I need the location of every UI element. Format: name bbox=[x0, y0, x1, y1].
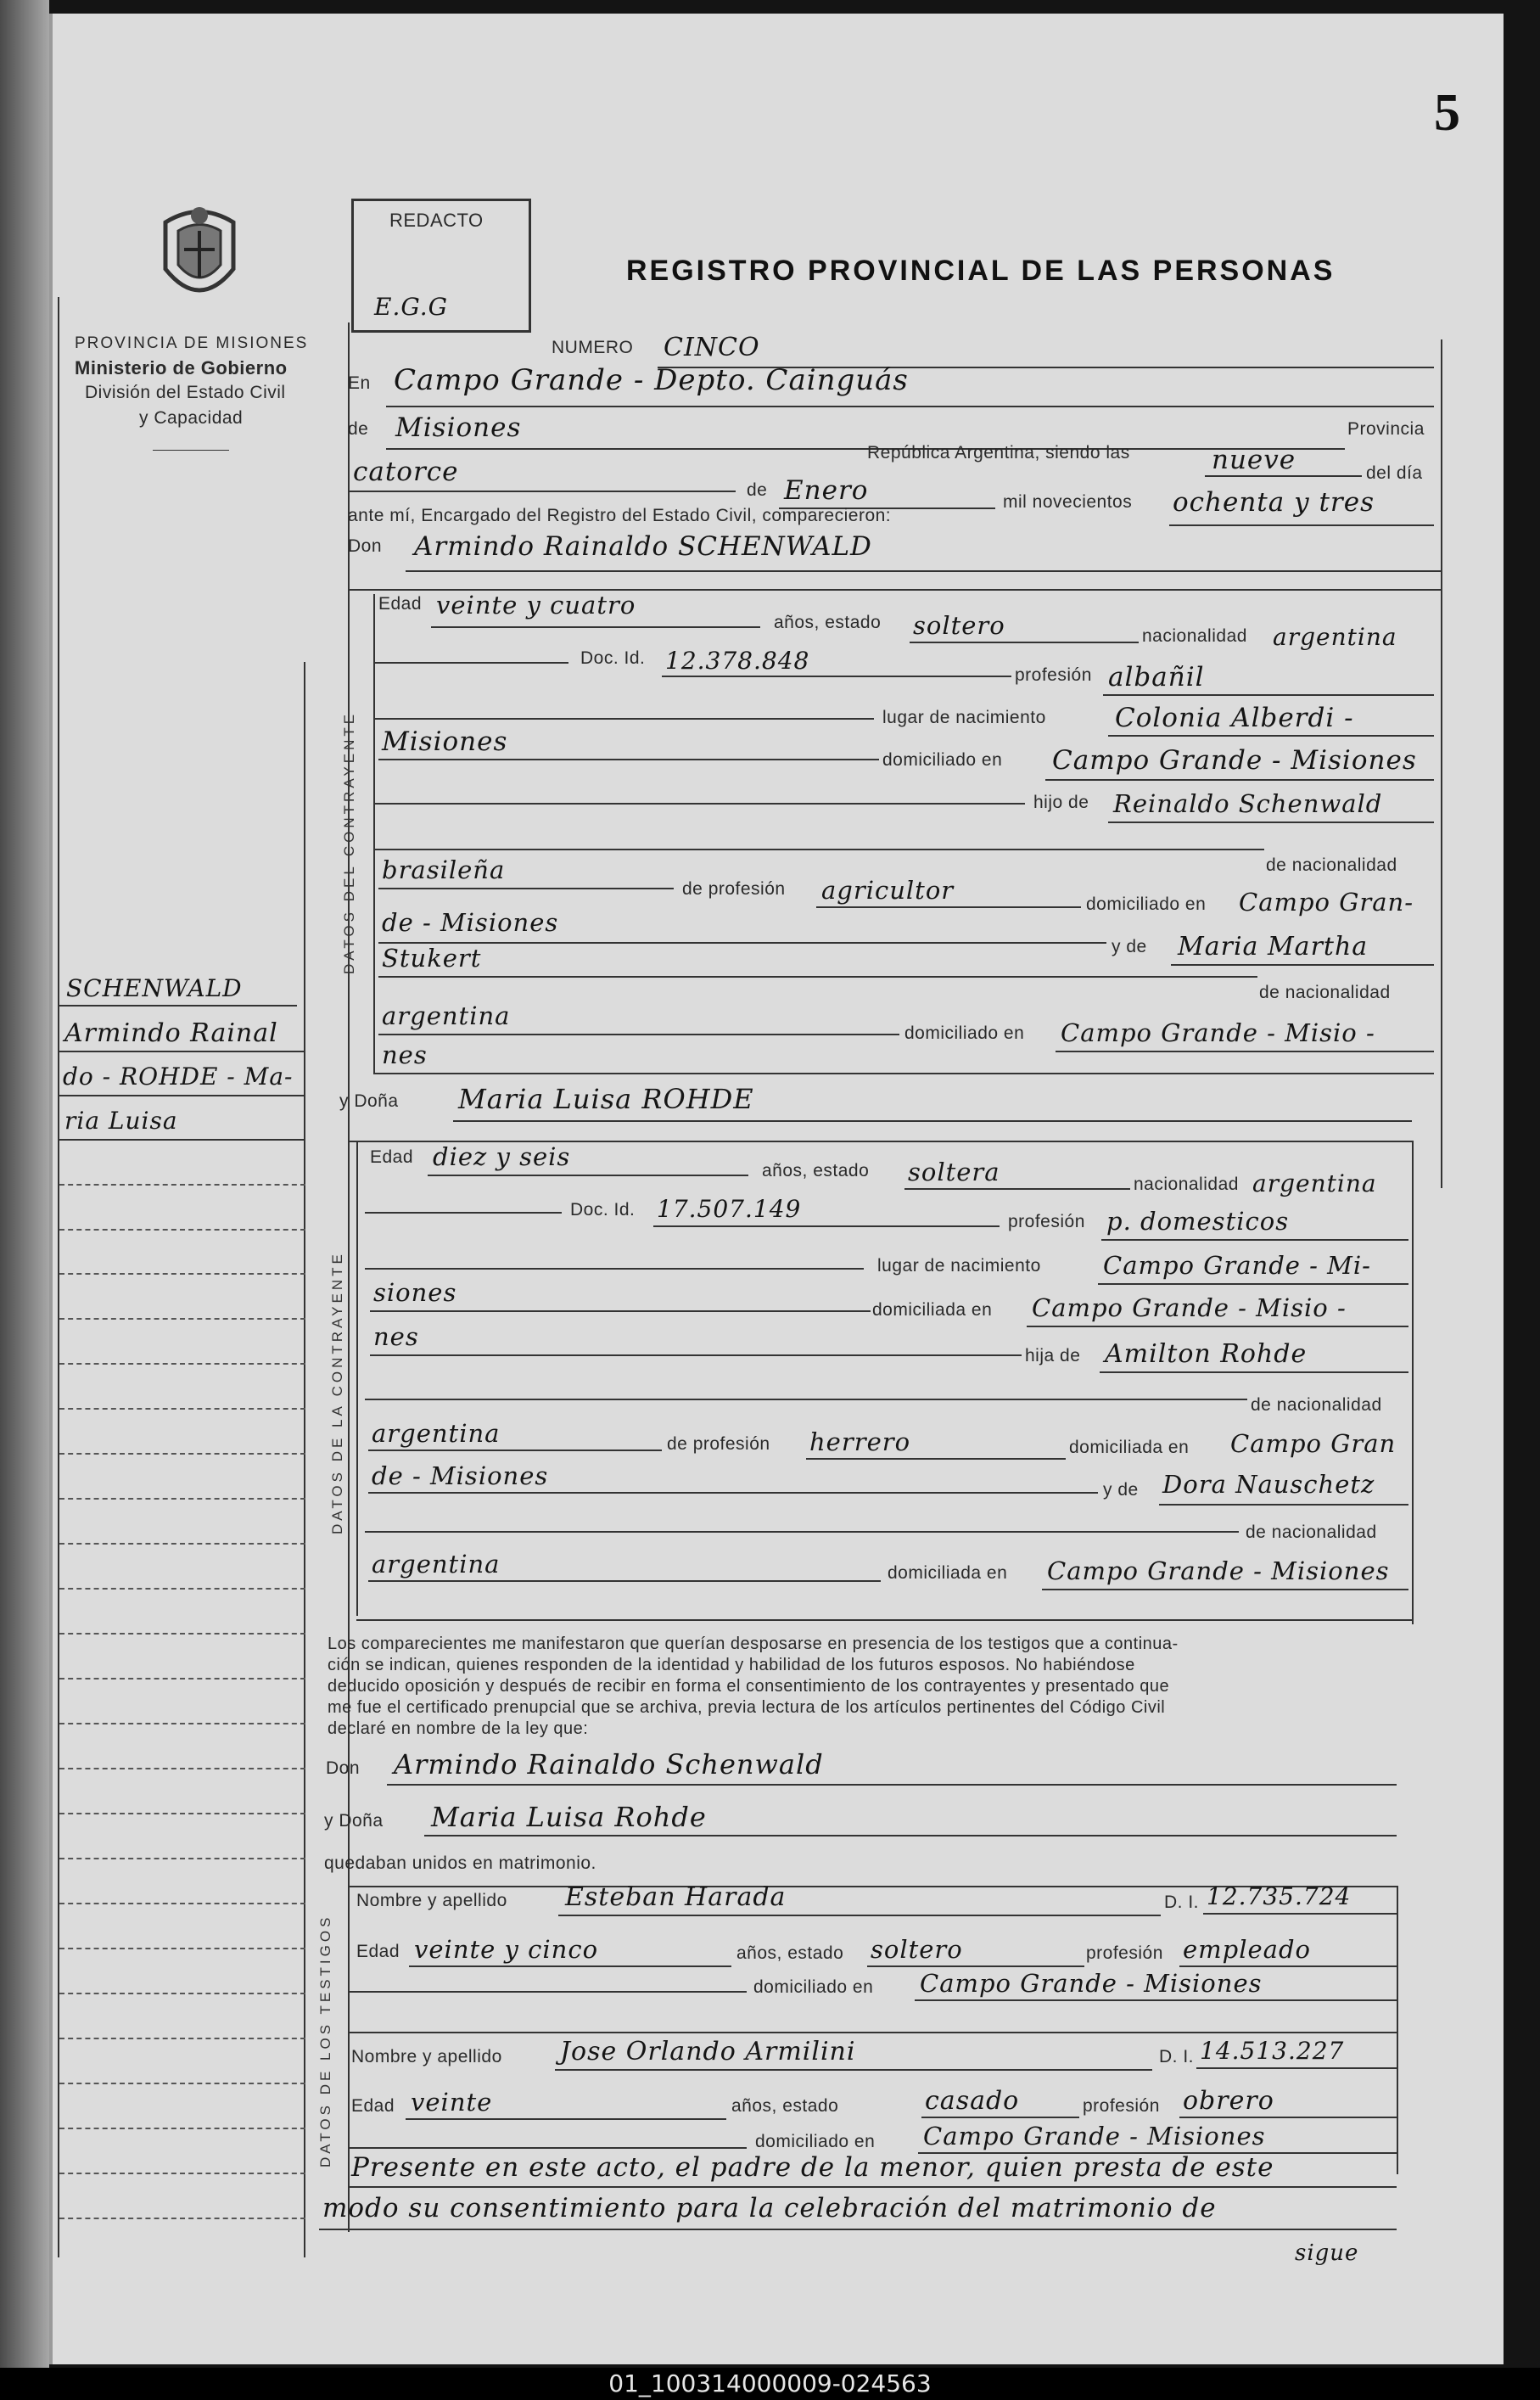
en-label: En bbox=[348, 373, 371, 393]
c1-madre-nac: argentina bbox=[382, 1001, 511, 1030]
page-number: 5 bbox=[1434, 84, 1460, 142]
c2-madre-nac: argentina bbox=[372, 1550, 501, 1579]
stamp-box bbox=[351, 199, 531, 333]
decl-union: quedaban unidos en matrimonio. bbox=[324, 1853, 596, 1873]
c1-de-nac-label: de nacionalidad bbox=[1266, 855, 1397, 875]
c2-padre-nac: argentina bbox=[372, 1419, 501, 1448]
t1-dom-label: domiciliado en bbox=[753, 1977, 874, 1997]
c2-prof-label: profesión bbox=[1008, 1212, 1085, 1231]
t1-edad-label: Edad bbox=[356, 1942, 400, 1961]
c1-edad-value: veinte y cuatro bbox=[436, 591, 636, 620]
c1-nac-value: argentina bbox=[1273, 623, 1397, 651]
contrayente2-side-label: DATOS DE LA CONTRAYENTE bbox=[329, 1251, 345, 1534]
t1-prof-label: profesión bbox=[1086, 1943, 1163, 1963]
mes-value: Enero bbox=[784, 475, 869, 506]
declaration-line3: deducido oposición y después de recibir en forma el consentimiento de los contrayentes y presentado que bbox=[328, 1677, 1170, 1696]
decl-dona-value: Maria Luisa Rohde bbox=[431, 1801, 707, 1833]
c1-nac-label: nacionalidad bbox=[1142, 626, 1247, 646]
stamp-label: REDACTO bbox=[389, 210, 484, 231]
c2-doc-label: Doc. Id. bbox=[570, 1200, 636, 1220]
page-title: REGISTRO PROVINCIAL DE LAS PERSONAS bbox=[626, 255, 1336, 287]
t2-dom-value: Campo Grande - Misiones bbox=[923, 2122, 1266, 2150]
t1-dom-value: Campo Grande - Misiones bbox=[920, 1969, 1263, 1998]
t2-prof-label: profesión bbox=[1083, 2096, 1160, 2116]
c1-doc-value: 12.378.848 bbox=[665, 647, 810, 675]
c2-dom-label3: domiciliada en bbox=[888, 1563, 1008, 1583]
c2-anios-label: años, estado bbox=[762, 1161, 870, 1180]
c2-dom-value: Campo Grande - Misio - bbox=[1032, 1293, 1347, 1322]
ministry-capacity: y Capacidad bbox=[139, 408, 244, 428]
numero-value: CINCO bbox=[664, 333, 760, 362]
c1-padre-nac: brasileña bbox=[382, 855, 506, 884]
dona-value: Maria Luisa ROHDE bbox=[458, 1083, 754, 1115]
en-value: Campo Grande - Depto. Cainguás bbox=[394, 363, 909, 397]
c1-madre-dom2: nes bbox=[382, 1040, 428, 1069]
c2-dom-label2: domiciliada en bbox=[1069, 1438, 1190, 1457]
stamp-initials: E.G.G bbox=[374, 293, 448, 321]
c2-lugar-value2: siones bbox=[373, 1278, 457, 1307]
declaration-line5: declaré en nombre de la ley que: bbox=[328, 1719, 589, 1738]
c2-madre-value: Dora Nauschetz bbox=[1162, 1470, 1375, 1499]
decl-don-label: Don bbox=[326, 1758, 361, 1778]
c2-estado-value: soltera bbox=[908, 1158, 1000, 1186]
t2-dom-label: domiciliado en bbox=[755, 2132, 876, 2151]
ministry-division: División del Estado Civil bbox=[85, 383, 286, 402]
c1-anios-label: años, estado bbox=[774, 613, 882, 632]
c2-madre-dom: Campo Grande - Misiones bbox=[1047, 1556, 1390, 1585]
c1-prof-label: profesión bbox=[1015, 665, 1092, 685]
c2-dom-label: domiciliada en bbox=[872, 1300, 993, 1320]
c1-doc-label: Doc. Id. bbox=[580, 648, 646, 668]
c1-padre-value: Reinaldo Schenwald bbox=[1113, 789, 1383, 818]
ministry-name: Ministerio de Gobierno bbox=[75, 357, 288, 379]
t1-di-value: 12.735.724 bbox=[1207, 1882, 1352, 1910]
t1-estado-value: soltero bbox=[871, 1935, 963, 1964]
c1-padre-dom: Campo Gran- bbox=[1239, 888, 1414, 917]
c1-y-de-label: y de bbox=[1112, 937, 1147, 956]
c1-de-prof-label: de profesión bbox=[682, 879, 786, 899]
t2-edad-value: veinte bbox=[411, 2088, 493, 2117]
numero-label: NUMERO bbox=[552, 338, 634, 357]
de-mes-label: de bbox=[747, 480, 768, 500]
t1-prof-value: empleado bbox=[1183, 1935, 1311, 1964]
scan-file-id: 01_100314000009-024563 bbox=[0, 2368, 1540, 2400]
declaration-line2: ción se indican, quienes responden de la identidad y habilidad de los futuros esposos. No habiéndose bbox=[328, 1656, 1135, 1674]
t1-anios-label: años, estado bbox=[736, 1943, 844, 1963]
t1-nombre-label: Nombre y apellido bbox=[356, 1891, 507, 1910]
t2-prof-value: obrero bbox=[1183, 2086, 1274, 2116]
c2-padre-prof: herrero bbox=[809, 1427, 911, 1456]
c2-de-prof-label: de profesión bbox=[667, 1434, 770, 1454]
c1-madre-value: Maria Martha bbox=[1178, 932, 1369, 962]
c2-nac-value: argentina bbox=[1252, 1169, 1377, 1197]
continuation-mark: sigue bbox=[1295, 2240, 1359, 2266]
c1-estado-value: soltero bbox=[913, 611, 1005, 640]
c2-dom-value2: nes bbox=[373, 1322, 419, 1351]
decl-dona-label: y Doña bbox=[324, 1811, 384, 1831]
republica-label: República Argentina, siendo las bbox=[867, 443, 1130, 463]
c1-prof-value: albañil bbox=[1108, 662, 1205, 693]
provincia-label: Provincia bbox=[1347, 419, 1425, 439]
c2-nac-label: nacionalidad bbox=[1134, 1175, 1239, 1194]
c2-padre-dom: Campo Gran bbox=[1230, 1429, 1397, 1458]
c1-lugar-value: Colonia Alberdi - bbox=[1115, 703, 1354, 733]
note-line1: Presente en este acto, el padre de la menor, quien presta de este bbox=[351, 2152, 1274, 2183]
c1-de-nac-label2: de nacionalidad bbox=[1259, 983, 1391, 1002]
t1-nombre-value: Esteban Harada bbox=[565, 1882, 787, 1912]
margin-note-line4: ria Luisa bbox=[64, 1107, 178, 1135]
c2-y-de-label: y de bbox=[1103, 1480, 1139, 1500]
de-value: Misiones bbox=[395, 412, 522, 443]
t2-di-label: D. I. bbox=[1159, 2047, 1195, 2066]
c1-madre-value2: Stukert bbox=[382, 944, 482, 973]
c2-edad-label: Edad bbox=[370, 1147, 414, 1167]
c2-lugar-label: lugar de nacimiento bbox=[877, 1256, 1041, 1276]
binding-edge bbox=[0, 0, 49, 2368]
t2-nombre-value: Jose Orlando Armilini bbox=[560, 2037, 856, 2066]
t1-di-label: D. I. bbox=[1164, 1893, 1200, 1912]
c1-madre-dom: Campo Grande - Misio - bbox=[1061, 1018, 1375, 1047]
del-dia-label: del día bbox=[1366, 463, 1423, 483]
don-value: Armindo Rainaldo SCHENWALD bbox=[414, 531, 872, 562]
margin-note-line2: Armindo Rainal bbox=[64, 1018, 278, 1048]
c1-dom-label3: domiciliado en bbox=[904, 1023, 1025, 1043]
hora-value: nueve bbox=[1212, 445, 1296, 475]
c1-dom-value: Campo Grande - Misiones bbox=[1052, 745, 1417, 776]
t2-estado-value: casado bbox=[925, 2086, 1020, 2116]
c1-edad-label: Edad bbox=[378, 594, 423, 614]
t1-edad-value: veinte y cinco bbox=[414, 1935, 599, 1964]
c2-hija-label: hija de bbox=[1025, 1346, 1081, 1365]
t2-di-value: 14.513.227 bbox=[1200, 2037, 1345, 2065]
c2-de-nac-label2: de nacionalidad bbox=[1246, 1522, 1377, 1542]
c2-de-nac-label: de nacionalidad bbox=[1251, 1395, 1382, 1415]
margin-note-line1: SCHENWALD bbox=[66, 974, 243, 1002]
c1-padre-prof: agricultor bbox=[821, 876, 955, 905]
c1-dom-label: domiciliado en bbox=[882, 750, 1003, 770]
ante-label: ante mí, Encargado del Registro del Estado Civil, comparecieron: bbox=[348, 506, 892, 525]
provincial-crest-icon bbox=[148, 197, 250, 316]
c2-prof-value: p. domesticos bbox=[1106, 1207, 1290, 1236]
c2-edad-value: diez y seis bbox=[433, 1142, 571, 1171]
c2-padre-value: Amilton Rohde bbox=[1105, 1339, 1308, 1369]
anio-value: ochenta y tres bbox=[1173, 487, 1375, 518]
t2-nombre-label: Nombre y apellido bbox=[351, 2047, 502, 2066]
testigos-side-label: DATOS DE LOS TESTIGOS bbox=[317, 1914, 333, 2167]
c1-padre-dom2: de - Misiones bbox=[382, 908, 559, 937]
ministry-province: PROVINCIA DE MISIONES bbox=[75, 334, 309, 352]
de-label: de bbox=[348, 419, 369, 439]
c2-doc-value: 17.507.149 bbox=[657, 1195, 802, 1223]
declaration-line4: me fue el certificado prenupcial que se archiva, previa lectura de los artículos pertinentes del Código Civil bbox=[328, 1698, 1166, 1717]
dona-label: y Doña bbox=[339, 1091, 399, 1111]
t2-edad-label: Edad bbox=[351, 2096, 395, 2116]
c1-hijo-label: hijo de bbox=[1033, 793, 1089, 812]
c1-lugar-value2: Misiones bbox=[382, 726, 508, 757]
don-label: Don bbox=[348, 536, 383, 556]
c2-padre-dom2: de - Misiones bbox=[372, 1461, 549, 1490]
dia-value: catorce bbox=[353, 457, 459, 487]
c2-lugar-value: Campo Grande - Mi- bbox=[1103, 1251, 1371, 1280]
c1-dom-label2: domiciliado en bbox=[1086, 894, 1207, 914]
margin-note-line3: do - ROHDE - Ma- bbox=[63, 1063, 294, 1091]
declaration-line1: Los comparecientes me manifestaron que querían desposarse en presencia de los testigos que a continua- bbox=[328, 1635, 1179, 1653]
mil-label: mil novecientos bbox=[1003, 492, 1133, 512]
decl-don-value: Armindo Rainaldo Schenwald bbox=[394, 1748, 824, 1780]
note-line2: modo su consentimiento para la celebración del matrimonio de bbox=[322, 2193, 1217, 2223]
c1-lugar-label: lugar de nacimiento bbox=[882, 708, 1046, 727]
contrayente-side-label: DATOS DEL CONTRAYENTE bbox=[341, 710, 357, 974]
t2-anios-label: años, estado bbox=[731, 2096, 839, 2116]
